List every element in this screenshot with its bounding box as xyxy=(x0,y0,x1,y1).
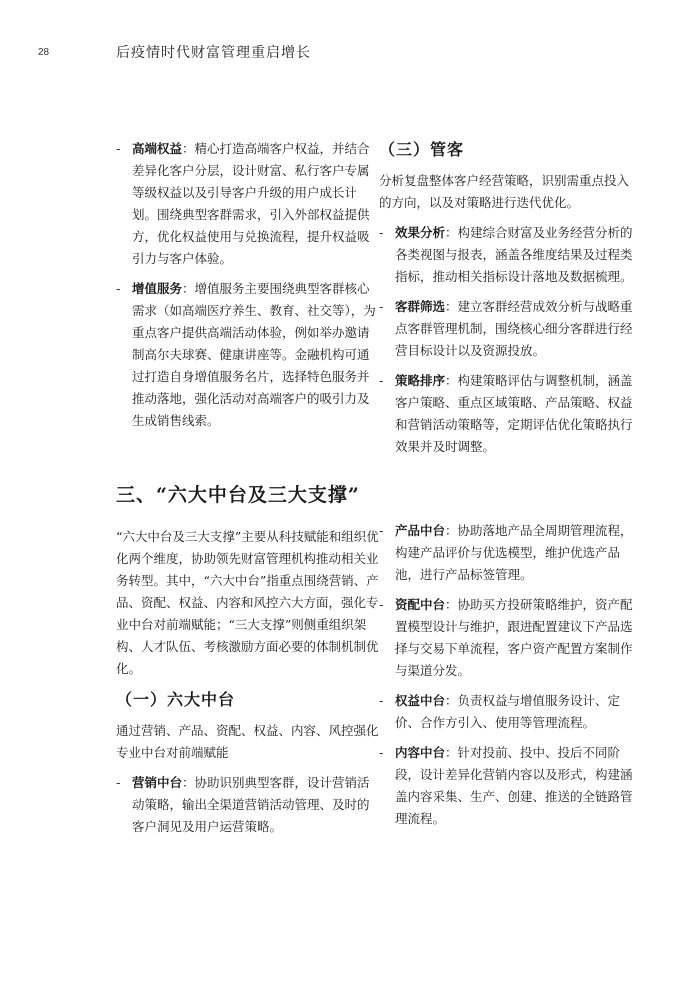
list-item xyxy=(379,520,637,586)
bullet-term: 资配中台 xyxy=(395,597,446,612)
list-item xyxy=(116,772,381,838)
bullet-term: 策略排序 xyxy=(395,373,446,388)
bullet-text: ：协助落地产品全周期管理流程，构建产品评价与优选模型，维护优选产品池，进行产品标签管理。 xyxy=(395,523,633,582)
list-item xyxy=(379,370,637,458)
list-item xyxy=(379,222,637,288)
list-item xyxy=(379,594,637,682)
bullet-text: ：构建综合财富及业务经营分析的各类视图与报表，涵盖各维度结果及过程类指标，推动相关指标设计落地及数据梳理。 xyxy=(395,225,633,284)
right-top-column xyxy=(379,138,637,466)
dash-bullet-icon: - xyxy=(379,693,384,708)
dash-bullet-icon: - xyxy=(379,373,384,388)
dash-bullet-icon: - xyxy=(379,299,384,314)
dash-bullet-icon: - xyxy=(379,745,384,760)
dash-bullet-icon: - xyxy=(116,281,121,296)
bullet-text: ：增值服务主要围绕典型客群核心需求（如高端医疗养生、教育、社交等），为重点客户提供高端活动体验，例如举办邀请制高尔夫球赛、健康讲座等。金融机构可通过打造自身增值服务名片，选择特色服务并推动落地，强化活动对高端客户的吸引力及生成销售线索。 xyxy=(132,281,376,428)
section-heading: 三、“六大中台及三大支撑” xyxy=(116,484,360,506)
list-item xyxy=(116,138,381,270)
bullet-term: 权益中台 xyxy=(395,693,446,708)
bullet-term: 高端权益 xyxy=(132,141,183,156)
dash-bullet-icon: - xyxy=(379,225,384,240)
running-header-title: 后疫情时代财富管理重启增长 xyxy=(116,45,311,61)
dash-bullet-icon: - xyxy=(379,523,384,538)
list-item xyxy=(379,742,637,830)
list-item xyxy=(379,296,637,362)
right-bottom-column xyxy=(379,520,637,838)
left-top-column xyxy=(116,138,381,440)
page-number: 28 xyxy=(38,47,50,58)
bullet-term: 客群筛选 xyxy=(395,299,446,314)
dash-bullet-icon: - xyxy=(379,597,384,612)
paragraph: 分析复盘整体客户经营策略，识别需重点投入的方向，以及对策略进行迭代优化。 xyxy=(379,173,630,210)
bullet-term: 产品中台 xyxy=(395,523,446,538)
list-item xyxy=(379,690,637,734)
bullet-term: 增值服务 xyxy=(132,281,183,296)
dash-bullet-icon: - xyxy=(116,775,121,790)
bullet-text: ：针对投前、投中、投后不同阶段，设计差异化营销内容以及形式，构建涵盖内容采集、生产、创建、推送的全链路管理流程。 xyxy=(395,745,633,826)
bullet-term: 效果分析 xyxy=(395,225,446,240)
bullet-text: ：精心打造高端客户权益，并结合差异化客户分层，设计财富、私行客户专属等级权益以及引导客户升级的用户成长计划。围绕典型客群需求，引入外部权益提供方，优化权益使用与兑换流程，提升权益吸引力与客户体验。 xyxy=(132,141,370,266)
bullet-term: 内容中台 xyxy=(395,745,446,760)
list-item xyxy=(116,278,381,432)
dash-bullet-icon: - xyxy=(116,141,121,156)
subsection-heading: （一）六大中台 xyxy=(116,690,236,709)
bullet-text: ：协助买方投研策略维护，资产配置模型设计与维护，跟进配置建议下产品选择与交易下单流程，客户资产配置方案制作与渠道分发。 xyxy=(395,597,633,678)
bullet-text: ：构建策略评估与调整机制，涵盖客户策略、重点区域策略、产品策略、权益和营销活动策略等，定期评估优化策略执行效果并及时调整。 xyxy=(395,373,633,454)
bullet-term: 营销中台 xyxy=(132,775,183,790)
paragraph: “六大中台及三大支撑”主要从科技赋能和组织优化两个维度，协助领先财富管理机构推动相关业务转型。其中，“六大中台”指重点围绕营销、产品、资配、权益、内容和风控六大方面，强化专业中台对前端赋能；“三大支撑”则侧重组织架构、人才队伍、考核激励方面必要的体制机制优化。 xyxy=(116,529,379,676)
bullet-text: ：协助识别典型客群，设计营销活动策略，输出全渠道营销活动管理、及时的客户洞见及用户运营策略。 xyxy=(132,775,370,834)
paragraph: 通过营销、产品、资配、权益、内容、风控强化专业中台对前端赋能 xyxy=(116,723,379,760)
bullet-text: ：负责权益与增值服务设计、定价、合作方引入、使用等管理流程。 xyxy=(395,693,621,730)
left-bottom-column xyxy=(116,526,381,846)
subsection-heading: （三）管客 xyxy=(379,140,465,159)
bullet-text: ：建立客群经营成效分析与战略重点客群管理机制，围绕核心细分客群进行经营目标设计以及资源投放。 xyxy=(395,299,633,358)
